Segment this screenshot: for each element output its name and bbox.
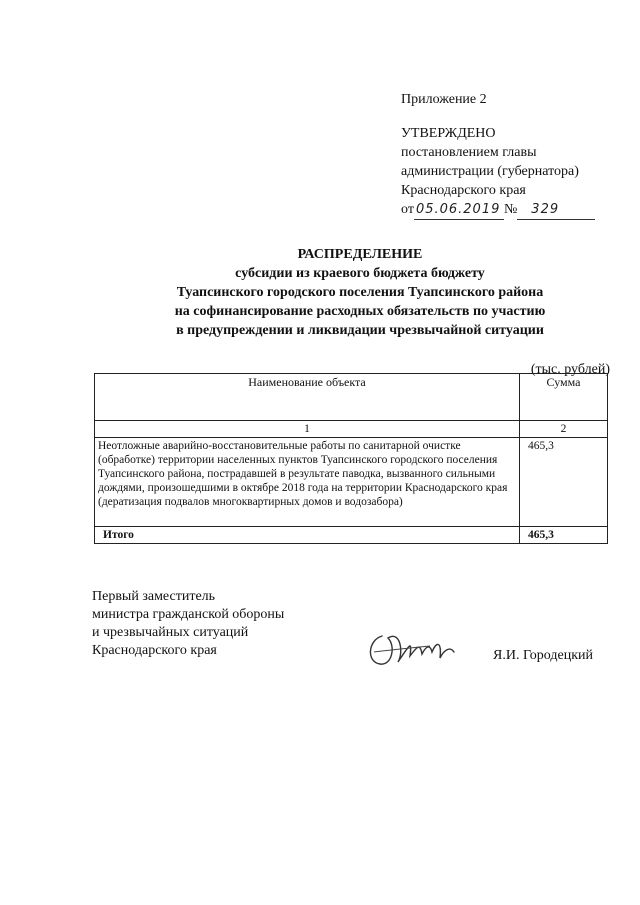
approval-block: [401, 124, 595, 220]
distribution-table: [94, 373, 608, 544]
document-title: [80, 245, 640, 340]
approval-heading: УТВЕРЖДЕНО: [401, 126, 496, 141]
column-number-2: 2: [520, 421, 608, 438]
signatory-line-2: министра гражданской обороны: [92, 607, 285, 622]
signatory-name: Я.И. Городецкий: [493, 648, 594, 663]
table-header-row: [95, 374, 608, 421]
total-label: Итого: [95, 527, 520, 544]
table-total-row: [95, 527, 608, 544]
signatory-position: [92, 588, 284, 660]
table-number-row: [95, 421, 608, 438]
approval-date-line: [401, 200, 595, 220]
number-value: 329: [517, 200, 595, 220]
number-prefix: №: [503, 202, 518, 217]
approval-line-1: постановлением главы: [401, 145, 537, 160]
handwritten-signature: [360, 622, 460, 672]
row-object-name: Неотложные аварийно-восстановительные работы по санитарной очистке (обработке) территории населенных пунктов Туапсинского городского поселения Туапсинского района, пострадавшей в результате паводка, вызванного сильными дождями, произошедшими в октябре 2018 года на территории Краснодарского края (дератизация подвалов многоквартирных домов и водозабора): [95, 438, 520, 527]
signatory-line-3: и чрезвычайных ситуаций: [92, 625, 249, 640]
approval-line-3: Краснодарского края: [401, 183, 526, 198]
approval-line-2: администрации (губернатора): [401, 164, 579, 179]
column-number-1: 1: [95, 421, 520, 438]
signatory-line-4: Краснодарского края: [92, 643, 217, 658]
row-amount: 465,3: [520, 438, 608, 527]
title-line-3: на софинансирование расходных обязательств по участию: [174, 304, 546, 319]
header-amount: Сумма: [520, 374, 608, 421]
title-line-1: субсидии из краевого бюджета бюджету: [235, 266, 485, 281]
appendix-label: Приложение 2: [401, 92, 487, 107]
signatory-line-1: Первый заместитель: [92, 589, 216, 604]
date-value: 05.06.2019: [414, 200, 504, 220]
header-object-name: Наименование объекта: [95, 374, 520, 421]
title-heading: РАСПРЕДЕЛЕНИЕ: [297, 247, 423, 262]
table-row: [95, 438, 608, 527]
units-label: (тыс. рублей): [530, 362, 610, 377]
date-prefix: от: [401, 202, 414, 217]
title-line-2: Туапсинского городского поселения Туапсинского района: [176, 285, 544, 300]
title-line-4: в предупреждении и ликвидации чрезвычайной ситуации: [176, 323, 544, 338]
total-amount: 465,3: [520, 527, 608, 544]
